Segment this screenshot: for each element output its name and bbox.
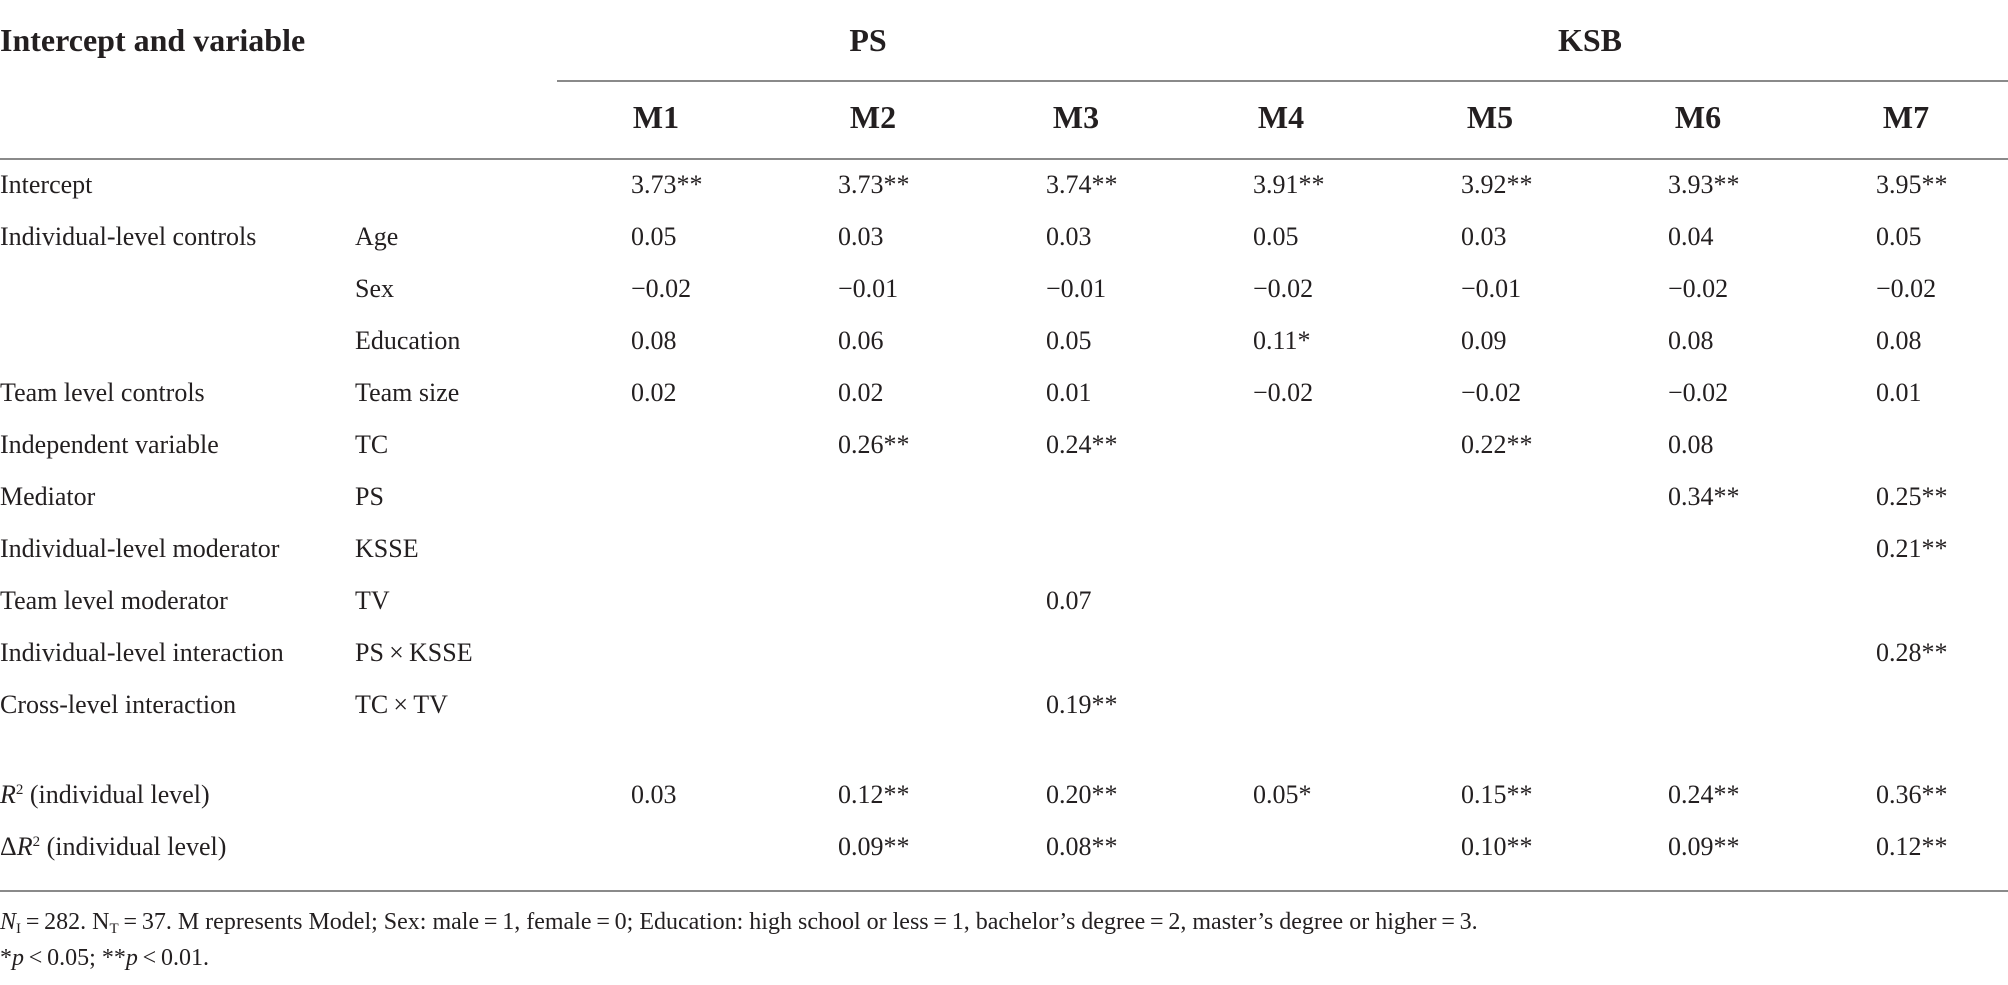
note-ni-symbol: N xyxy=(0,909,17,935)
column-header-m3: M3 xyxy=(1052,99,1100,135)
table-cell-m6: 0.08 xyxy=(1668,430,1714,459)
row-label: Individual-level controls xyxy=(0,222,257,251)
row-label-prefix: Δ xyxy=(0,832,17,861)
row-sublabel: PS xyxy=(355,482,384,511)
note-threshold-01: < 0.01. xyxy=(137,945,209,971)
column-header-m7: M7 xyxy=(1882,99,1930,135)
table-cell-m1: −0.02 xyxy=(631,274,692,303)
group-header-ksb: KSB xyxy=(1557,22,1623,58)
row-label xyxy=(0,775,210,815)
table-cell-m6: 0.34** xyxy=(1668,482,1740,511)
table-cell-m6: 0.08 xyxy=(1668,326,1714,355)
table-note-sample xyxy=(0,905,1478,939)
table-cell-m3: 0.19** xyxy=(1046,690,1118,719)
table-cell-m5: 0.22** xyxy=(1461,430,1533,459)
table-cell-m3: 0.05 xyxy=(1046,326,1092,355)
table-header-title: Intercept and variable xyxy=(0,22,306,58)
note-threshold-05: < 0.05; xyxy=(24,945,102,971)
row-label-superscript: 2 xyxy=(32,834,41,850)
table-cell-m6: 0.04 xyxy=(1668,222,1714,251)
row-sublabel: Age xyxy=(355,222,399,251)
row-sublabel: PS × KSSE xyxy=(355,638,473,667)
table-row xyxy=(0,425,2008,465)
table-cell-m3: 0.03 xyxy=(1046,222,1092,251)
table-cell-m2: 0.09** xyxy=(838,832,910,861)
note-star-double: ** xyxy=(101,945,126,971)
table-row xyxy=(0,775,2008,815)
table-cell-m3: 0.20** xyxy=(1046,780,1118,809)
column-header-m6: M6 xyxy=(1674,99,1722,135)
note-p-symbol: p xyxy=(125,945,138,971)
table-row xyxy=(0,321,2008,361)
table-cell-m1: 0.08 xyxy=(631,326,677,355)
table-cell-m4: −0.02 xyxy=(1253,378,1314,407)
row-label: Individual-level moderator xyxy=(0,534,280,563)
table-cell-m3: 0.08** xyxy=(1046,832,1118,861)
note-rest: = 37. M represents Model; Sex: male = 1, female = 0; Education: high school or less = 1, bachelor’s degree = 2, master’s degree or higher = 3. xyxy=(118,909,1478,935)
row-sublabel: Team size xyxy=(355,378,460,407)
table-cell-m1: 0.03 xyxy=(631,780,677,809)
table-cell-m5: 3.92** xyxy=(1461,170,1533,199)
table-cell-m7: −0.02 xyxy=(1876,274,1937,303)
table-cell-m6: 3.93** xyxy=(1668,170,1740,199)
table-cell-m6: −0.02 xyxy=(1668,274,1729,303)
column-header-m4: M4 xyxy=(1257,99,1305,135)
table-cell-m2: 0.06 xyxy=(838,326,884,355)
column-header-m1: M1 xyxy=(632,99,680,135)
table-cell-m7: 0.28** xyxy=(1876,638,1948,667)
note-p-symbol: p xyxy=(12,945,24,971)
row-label-rest: (individual level) xyxy=(23,780,210,809)
row-label: Mediator xyxy=(0,482,96,511)
table-cell-m7: 0.25** xyxy=(1876,482,1948,511)
table-row xyxy=(0,581,2008,621)
table-cell-m7: 0.12** xyxy=(1876,832,1948,861)
table-cell-m2: −0.01 xyxy=(838,274,899,303)
table-row xyxy=(0,827,2008,867)
table-bottom-rule xyxy=(0,890,2008,892)
table-note-significance xyxy=(0,941,209,975)
row-sublabel: TC × TV xyxy=(355,690,448,719)
table-cell-m7: 0.05 xyxy=(1876,222,1922,251)
table-cell-m2: 0.12** xyxy=(838,780,910,809)
table-cell-m3: 3.74** xyxy=(1046,170,1118,199)
row-sublabel: Sex xyxy=(355,274,394,303)
row-label-superscript: 2 xyxy=(15,782,24,798)
table-cell-m4: −0.02 xyxy=(1253,274,1314,303)
table-cell-m7: 0.21** xyxy=(1876,534,1948,563)
row-sublabel: TV xyxy=(355,586,390,615)
row-label: Team level controls xyxy=(0,378,205,407)
row-sublabel: KSSE xyxy=(355,534,419,563)
table-cell-m7: 3.95** xyxy=(1876,170,1948,199)
table-row xyxy=(0,685,2008,725)
table-cell-m2: 0.02 xyxy=(838,378,884,407)
row-label: Individual-level interaction xyxy=(0,638,284,667)
note-ni-value: = 282. xyxy=(21,909,93,935)
header-bottom-rule xyxy=(0,158,2008,160)
column-header-m2: M2 xyxy=(849,99,897,135)
group-underline-rule xyxy=(557,80,2008,82)
table-cell-m5: 0.10** xyxy=(1461,832,1533,861)
table-cell-m4: 0.11* xyxy=(1253,326,1311,355)
table-cell-m6: 0.24** xyxy=(1668,780,1740,809)
table-cell-m4: 0.05 xyxy=(1253,222,1299,251)
table-cell-m4: 0.05* xyxy=(1253,780,1312,809)
table-cell-m5: 0.15** xyxy=(1461,780,1533,809)
table-cell-m5: 0.03 xyxy=(1461,222,1507,251)
table-cell-m3: 0.07 xyxy=(1046,586,1092,615)
table-row xyxy=(0,165,2008,205)
table-cell-m1: 3.73** xyxy=(631,170,703,199)
table-row xyxy=(0,373,2008,413)
table-cell-m1: 0.02 xyxy=(631,378,677,407)
table-cell-m7: 0.01 xyxy=(1876,378,1922,407)
table-row xyxy=(0,269,2008,309)
column-header-m5: M5 xyxy=(1466,99,1514,135)
table-cell-m1: 0.05 xyxy=(631,222,677,251)
table-cell-m6: 0.09** xyxy=(1668,832,1740,861)
table-row xyxy=(0,633,2008,673)
row-label-rest: (individual level) xyxy=(40,832,227,861)
row-label-symbol: R xyxy=(0,780,16,809)
row-label: Independent variable xyxy=(0,430,219,459)
table-row xyxy=(0,217,2008,257)
table-cell-m4: 3.91** xyxy=(1253,170,1325,199)
table-cell-m2: 0.26** xyxy=(838,430,910,459)
table-cell-m5: 0.09 xyxy=(1461,326,1507,355)
row-sublabel: TC xyxy=(355,430,389,459)
note-star-single: * xyxy=(0,945,12,971)
row-label: Cross-level interaction xyxy=(0,690,237,719)
table-row xyxy=(0,529,2008,569)
table-cell-m5: −0.01 xyxy=(1461,274,1522,303)
row-label: Intercept xyxy=(0,170,93,199)
table-cell-m6: −0.02 xyxy=(1668,378,1729,407)
table-cell-m2: 3.73** xyxy=(838,170,910,199)
group-header-ps: PS xyxy=(849,22,887,58)
row-sublabel: Education xyxy=(355,326,461,355)
note-ni-subscript: I xyxy=(16,921,22,937)
row-label: Team level moderator xyxy=(0,586,228,615)
note-nt-symbol: N xyxy=(92,909,110,935)
note-nt-subscript: T xyxy=(109,921,119,937)
table-cell-m3: −0.01 xyxy=(1046,274,1107,303)
table-cell-m3: 0.01 xyxy=(1046,378,1092,407)
row-label xyxy=(0,827,226,867)
table-cell-m7: 0.08 xyxy=(1876,326,1922,355)
table-cell-m2: 0.03 xyxy=(838,222,884,251)
table-cell-m7: 0.36** xyxy=(1876,780,1948,809)
table-cell-m5: −0.02 xyxy=(1461,378,1522,407)
row-label-symbol: R xyxy=(16,832,33,861)
table-cell-m3: 0.24** xyxy=(1046,430,1118,459)
table-row xyxy=(0,477,2008,517)
